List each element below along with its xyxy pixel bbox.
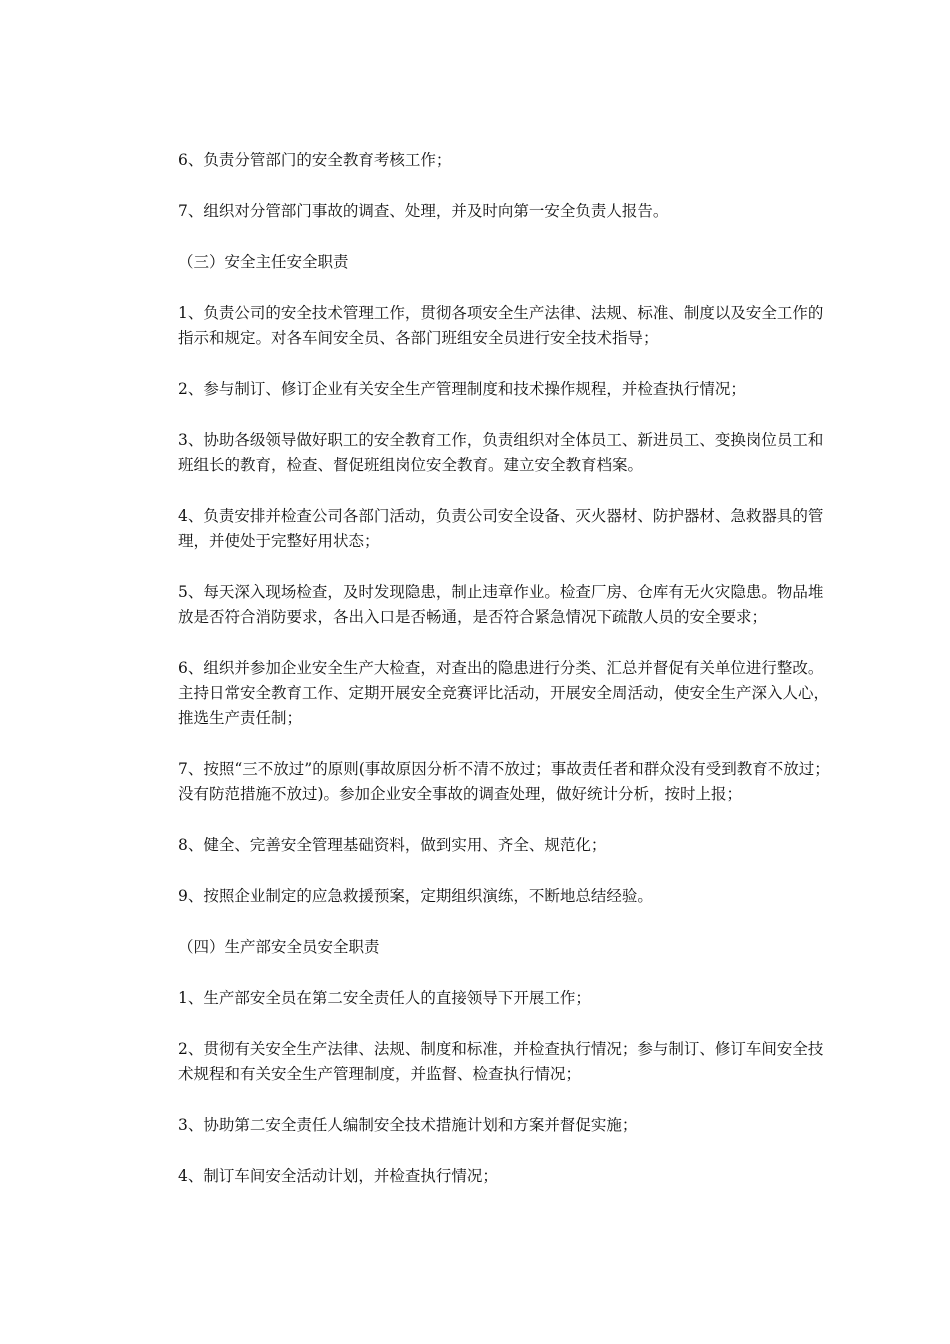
section-heading-production-safety-officer: （四）生产部安全员安全职责: [178, 938, 380, 956]
paragraph-director-duty-3: 3、协助各级领导做好职工的安全教育工作，负责组织对全体员工、新进员工、变换岗位员工和班组长的教育，检查、督促班组岗位安全教育。建立安全教育档案。: [178, 431, 824, 474]
section-heading-safety-director: （三）安全主任安全职责: [178, 253, 349, 271]
paragraph-director-duty-1: 1、负责公司的安全技术管理工作，贯彻各项安全生产法律、法规、标准、制度以及安全工作的指示和规定。对各车间安全员、各部门班组安全员进行安全技术指导；: [178, 304, 824, 347]
paragraph-director-duty-9: 9、按照企业制定的应急救援预案，定期组织演练，不断地总结经验。: [178, 887, 653, 905]
paragraph-duty-6: 6、负责分管部门的安全教育考核工作；: [178, 151, 452, 169]
paragraph-duty-7: 7、组织对分管部门事故的调查、处理，并及时向第一安全负责人报告。: [178, 202, 669, 220]
paragraph-officer-duty-2: 2、贯彻有关安全生产法律、法规、制度和标准，并检查执行情况；参与制订、修订车间安全技术规程和有关安全生产管理制度，并监督、检查执行情况；: [178, 1040, 824, 1083]
paragraph-director-duty-2: 2、参与制订、修订企业有关安全生产管理制度和技术操作规程，并检查执行情况；: [178, 380, 746, 398]
paragraph-officer-duty-1: 1、生产部安全员在第二安全责任人的直接领导下开展工作；: [178, 989, 591, 1007]
paragraph-director-duty-5: 5、每天深入现场检查，及时发现隐患，制止违章作业。检查厂房、仓库有无火灾隐患。物品堆放是否符合消防要求，各出入口是否畅通，是否符合紧急情况下疏散人员的安全要求；: [178, 583, 824, 626]
paragraph-director-duty-7: 7、按照“三不放过”的原则(事故原因分析不清不放过；事故责任者和群众没有受到教育不放过；没有防范措施不放过)。参加企业安全事故的调查处理，做好统计分析，按时上报；: [178, 760, 830, 803]
paragraph-director-duty-8: 8、健全、完善安全管理基础资料，做到实用、齐全、规范化；: [178, 836, 607, 854]
paragraph-director-duty-6: 6、组织并参加企业安全生产大检查，对查出的隐患进行分类、汇总并督促有关单位进行整改。主持日常安全教育工作、定期开展安全竞赛评比活动，开展安全周活动，使安全生产深入人心，推选生产责任制；: [178, 659, 830, 727]
paragraph-officer-duty-4: 4、制订车间安全活动计划，并检查执行情况；: [178, 1167, 498, 1185]
paragraph-director-duty-4: 4、负责安排并检查公司各部门活动，负责公司安全设备、灭火器材、防护器材、急救器具的管理，并使处于完整好用状态；: [178, 507, 824, 550]
paragraph-officer-duty-3: 3、协助第二安全责任人编制安全技术措施计划和方案并督促实施；: [178, 1116, 638, 1134]
document-body: [178, 148, 833, 1215]
